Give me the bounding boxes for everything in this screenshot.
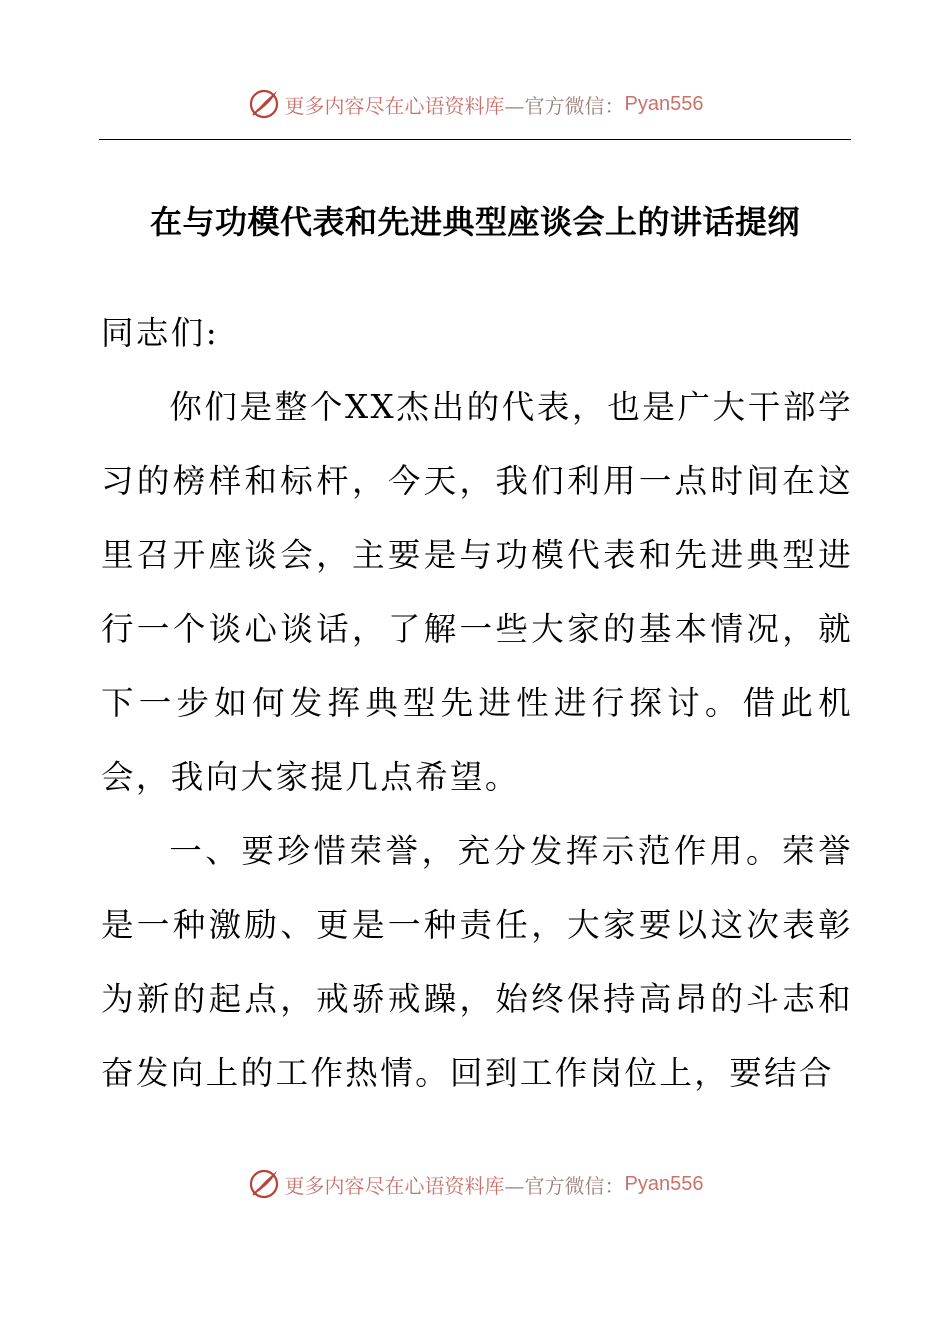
header-banner	[0, 84, 950, 124]
banner-separator-text: —官方微信：	[504, 1173, 625, 1198]
salutation: 同志们:	[101, 314, 220, 352]
header-divider	[99, 139, 851, 140]
document-body	[101, 296, 853, 1110]
footer-banner	[0, 1164, 950, 1204]
quill-pen-logo-icon	[247, 87, 281, 121]
quill-pen-logo-icon	[247, 1167, 281, 1201]
banner-text: 更多内容尽在心语资料库	[284, 1173, 505, 1198]
banner-wechat-id: Pyan556	[624, 92, 704, 115]
paragraph-1: 你们是整个XX杰出的代表，也是广大干部学习的榜样和标杆，今天，我们利用一点时间在这里召开座谈会，主要是与功模代表和先进典型进行一个谈心谈话，了解一些大家的基本情况，就下一步如何发挥典型先进性进行探讨。借此机会，我向大家提几点希望。	[101, 388, 853, 796]
banner-text: 更多内容尽在心语资料库	[284, 93, 505, 118]
paragraph-2: 一、要珍惜荣誉，充分发挥示范作用。荣誉是一种激励、更是一种责任，大家要以这次表彰为新的起点，戒骄戒躁，始终保持高昂的斗志和奋发向上的工作热情。回到工作岗位上，要结合	[101, 832, 853, 1092]
document-title: 在与功模代表和先进典型座谈会上的讲话提纲	[149, 203, 800, 241]
banner-wechat-id: Pyan556	[624, 1172, 704, 1195]
banner-separator-text: —官方微信：	[504, 93, 625, 118]
